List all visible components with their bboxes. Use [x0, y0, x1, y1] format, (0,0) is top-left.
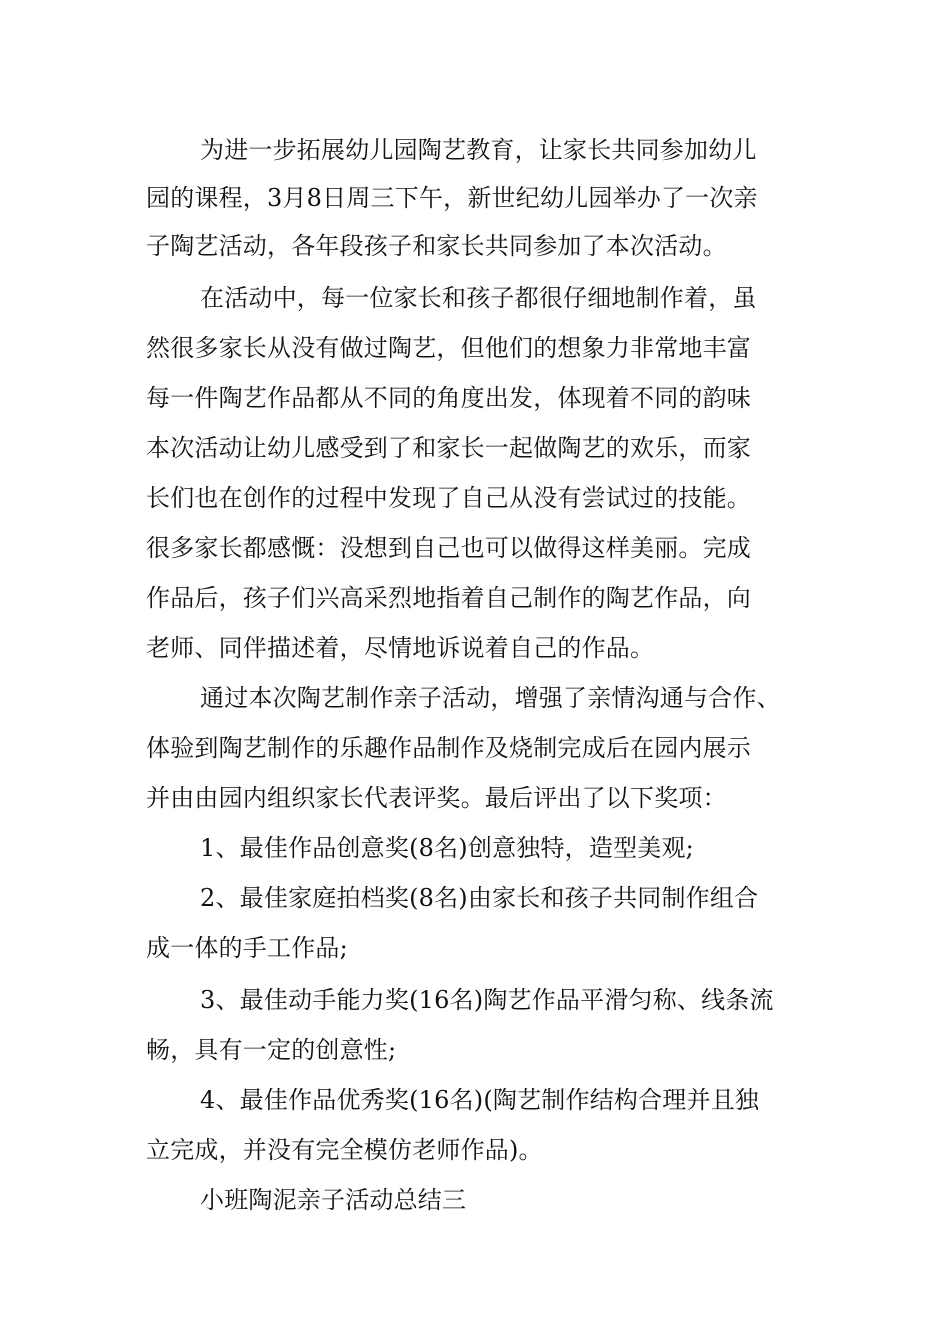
paragraph-3-line-2: 体验到陶艺制作的乐趣作品制作及烧制完成后在园内展示 — [146, 734, 751, 762]
award-2-line-1: 2、最佳家庭拍档奖(8名)由家长和孩子共同制作组合 — [200, 884, 759, 912]
paragraph-3-line-1: 通过本次陶艺制作亲子活动，增强了亲情沟通与合作、 — [200, 684, 781, 712]
paragraph-2-line-4: 本次活动让幼儿感受到了和家长一起做陶艺的欢乐，而家 — [146, 434, 751, 462]
award-3-line-2: 畅，具有一定的创意性; — [146, 1036, 397, 1064]
paragraph-1-line-1: 为进一步拓展幼儿园陶艺教育，让家长共同参加幼儿 — [200, 136, 757, 164]
paragraph-2-line-5: 长们也在创作的过程中发现了自己从没有尝试过的技能。 — [146, 484, 751, 512]
paragraph-3-line-3: 并由由园内组织家长代表评奖。最后评出了以下奖项： — [146, 784, 727, 812]
paragraph-2-line-3: 每一件陶艺作品都从不同的角度出发，体现着不同的韵味 — [146, 384, 751, 412]
paragraph-2-line-2: 然很多家长从没有做过陶艺，但他们的想象力非常地丰富 — [146, 334, 751, 362]
paragraph-1-line-2: 园的课程，3月8日周三下午，新世纪幼儿园举办了一次亲 — [146, 184, 758, 212]
paragraph-2-line-1: 在活动中，每一位家长和孩子都很仔细地制作着，虽 — [200, 284, 757, 312]
award-4-line-2: 立完成，并没有完全模仿老师作品)。 — [146, 1136, 543, 1164]
award-4-line-1: 4、最佳作品优秀奖(16名)(陶艺制作结构合理并且独 — [200, 1086, 760, 1114]
paragraph-2-line-7: 作品后，孩子们兴高采烈地指着自己制作的陶艺作品，向 — [146, 584, 751, 612]
paragraph-2-line-6: 很多家长都感慨：没想到自己也可以做得这样美丽。完成 — [146, 534, 751, 562]
section-heading: 小班陶泥亲子活动总结三 — [200, 1186, 467, 1214]
award-3-line-1: 3、最佳动手能力奖(16名)陶艺作品平滑匀称、线条流 — [200, 986, 774, 1014]
paragraph-2-line-8: 老师、同伴描述着，尽情地诉说着自己的作品。 — [146, 634, 655, 662]
award-2-line-2: 成一体的手工作品; — [146, 934, 348, 962]
paragraph-1-line-3: 子陶艺活动，各年段孩子和家长共同参加了本次活动。 — [146, 232, 727, 260]
award-1-line-1: 1、最佳作品创意奖(8名)创意独特，造型美观; — [200, 834, 694, 862]
